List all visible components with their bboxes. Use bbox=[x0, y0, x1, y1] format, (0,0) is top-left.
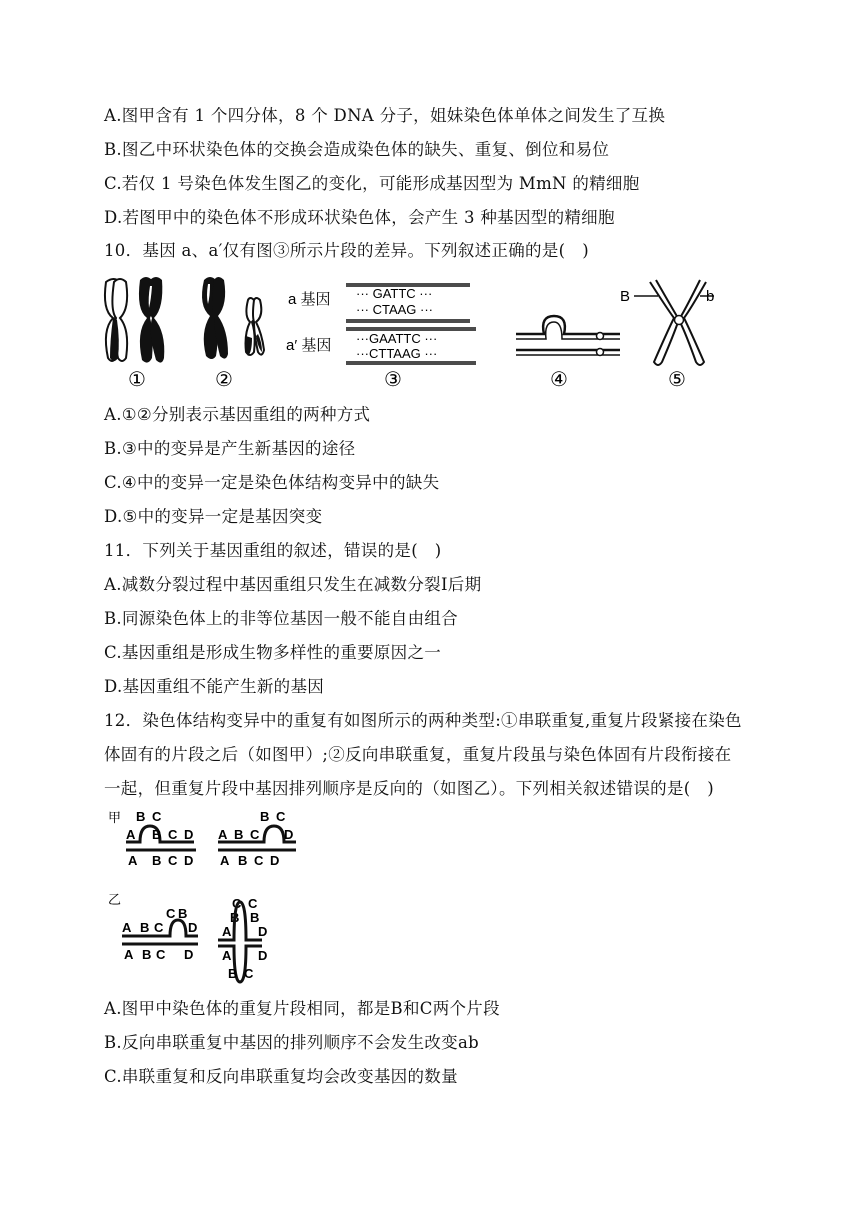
svg-text:B: B bbox=[142, 947, 152, 962]
svg-text:D: D bbox=[188, 920, 198, 935]
q10-panel-label-5: ⑤ bbox=[668, 369, 686, 391]
svg-text:D: D bbox=[184, 827, 194, 842]
q10-panel-label-4: ④ bbox=[550, 369, 568, 391]
q10-option-b: B.③中的变异是产生新基因的途径 bbox=[104, 439, 356, 458]
q12-stem-line-2: 体固有的片段之后（如图甲）;②反向串联重复，重复片段虽与染色体固有片段衔接在 bbox=[104, 745, 732, 764]
svg-text:A: A bbox=[220, 853, 230, 868]
q10-panel-1-chromosomes bbox=[105, 277, 164, 363]
q10-panel-3-sequences bbox=[286, 284, 476, 364]
svg-text:A: A bbox=[128, 853, 138, 868]
q12-stem-line-1: 12．染色体结构变异中的重复有如图所示的两种类型:①串联重复,重复片段紧接在染色 bbox=[104, 711, 742, 730]
q11-option-c: C.基因重组是形成生物多样性的重要原因之一 bbox=[104, 643, 442, 662]
svg-text:C: C bbox=[232, 896, 242, 911]
q11-option-d: D.基因重组不能产生新的基因 bbox=[104, 677, 325, 696]
q11-stem: 11．下列关于基因重组的叙述，错误的是( ) bbox=[104, 541, 442, 560]
svg-text:B: B bbox=[178, 906, 188, 921]
a-prime-gene-label: a′ 基因 bbox=[286, 337, 332, 354]
q10-panel-label-1: ① bbox=[128, 369, 146, 391]
q10-panel-5-chromosome bbox=[620, 280, 714, 365]
q10-panel-label-2: ② bbox=[215, 369, 233, 391]
q10-option-d: D.⑤中的变异一定是基因突变 bbox=[104, 507, 323, 526]
a-seq-top: ··· GATTC ··· bbox=[356, 286, 433, 301]
svg-text:D: D bbox=[258, 948, 268, 963]
q10-panel-4-loop bbox=[516, 316, 620, 356]
svg-text:B: B bbox=[136, 809, 146, 824]
svg-text:B: B bbox=[250, 910, 260, 925]
svg-text:B: B bbox=[260, 809, 270, 824]
svg-text:A: A bbox=[126, 827, 136, 842]
q10-option-c: C.④中的变异一定是染色体结构变异中的缺失 bbox=[104, 473, 440, 492]
svg-text:B: B bbox=[238, 853, 248, 868]
allele-B-label: B bbox=[620, 288, 631, 305]
a-prime-seq-bottom: ···CTTAAG ··· bbox=[356, 346, 438, 361]
q11-option-b: B.同源染色体上的非等位基因一般不能自由组合 bbox=[104, 609, 458, 628]
q9-option-b: B.图乙中环状染色体的交换会造成染色体的缺失、重复、倒位和易位 bbox=[104, 140, 610, 159]
svg-text:D: D bbox=[258, 924, 268, 939]
a-seq-bottom: ··· CTAAG ··· bbox=[356, 302, 434, 317]
q11-option-a: A.减数分裂过程中基因重组只发生在减数分裂Ⅰ后期 bbox=[104, 575, 482, 594]
svg-text:C: C bbox=[168, 853, 178, 868]
q12-stem-line-3: 一起，但重复片段中基因排列顺序是反向的（如图乙）。下列相关叙述错误的是( ) bbox=[104, 779, 715, 798]
allele-b-label: b bbox=[706, 288, 715, 305]
svg-text:C: C bbox=[244, 966, 254, 981]
svg-text:C: C bbox=[166, 906, 176, 921]
svg-text:A: A bbox=[222, 924, 232, 939]
q10-figure bbox=[100, 270, 720, 396]
q12-figure bbox=[100, 806, 310, 984]
svg-text:B: B bbox=[234, 827, 244, 842]
q12-option-a: A.图甲中染色体的重复片段相同，都是B和C两个片段 bbox=[104, 999, 500, 1018]
svg-text:C: C bbox=[248, 896, 258, 911]
q9-option-c: C.若仅 1 号染色体发生图乙的变化，可能形成基因型为 MmN 的精细胞 bbox=[104, 174, 640, 193]
label-jia: 甲 bbox=[108, 810, 122, 825]
svg-text:C: C bbox=[168, 827, 178, 842]
svg-text:A: A bbox=[222, 948, 232, 963]
label-yi: 乙 bbox=[108, 892, 122, 907]
svg-text:A: A bbox=[122, 920, 132, 935]
svg-text:D: D bbox=[284, 827, 294, 842]
q10-panel-label-3: ③ bbox=[384, 369, 402, 391]
svg-text:C: C bbox=[254, 853, 264, 868]
svg-text:B: B bbox=[230, 910, 240, 925]
q10-stem: 10．基因 a、a′仅有图③所示片段的差异。下列叙述正确的是( ) bbox=[104, 241, 589, 260]
jia-right-diagram bbox=[218, 809, 296, 868]
svg-text:C: C bbox=[156, 947, 166, 962]
svg-text:D: D bbox=[184, 947, 194, 962]
q10-option-a: A.①②分别表示基因重组的两种方式 bbox=[104, 405, 371, 424]
a-prime-seq-top: ···GAATTC ··· bbox=[356, 331, 438, 346]
svg-text:C: C bbox=[154, 920, 164, 935]
q9-option-d: D.若图甲中的染色体不形成环状染色体，会产生 3 种基因型的精细胞 bbox=[104, 208, 615, 227]
svg-text:B: B bbox=[152, 853, 162, 868]
q12-option-b: B.反向串联重复中基因的排列顺序不会发生改变ab bbox=[104, 1033, 479, 1052]
svg-text:A: A bbox=[218, 827, 228, 842]
a-gene-label: a 基因 bbox=[288, 291, 331, 308]
svg-text:C: C bbox=[250, 827, 260, 842]
jia-left-diagram bbox=[126, 809, 196, 868]
svg-text:D: D bbox=[270, 853, 280, 868]
q9-option-a: A.图甲含有 1 个四分体，8 个 DNA 分子，姐妹染色体单体之间发生了互换 bbox=[104, 106, 666, 125]
svg-text:C: C bbox=[152, 809, 162, 824]
yi-left-diagram bbox=[122, 906, 198, 962]
svg-text:D: D bbox=[184, 853, 194, 868]
svg-text:B: B bbox=[140, 920, 150, 935]
yi-right-diagram bbox=[218, 896, 267, 982]
svg-text:C: C bbox=[276, 809, 286, 824]
svg-text:A: A bbox=[124, 947, 134, 962]
q10-panel-2-chromosomes bbox=[202, 277, 264, 359]
q12-option-c: C.串联重复和反向串联重复均会改变基因的数量 bbox=[104, 1067, 458, 1086]
svg-text:B: B bbox=[152, 827, 162, 842]
svg-text:B: B bbox=[228, 966, 238, 981]
